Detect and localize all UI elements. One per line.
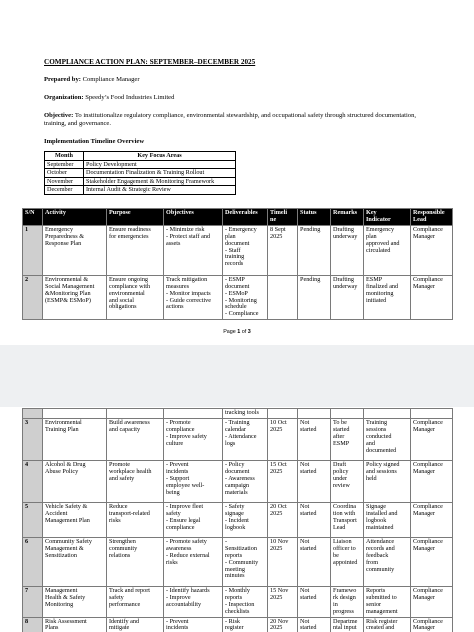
cell-purpose: Ensure ongoing compliance with environmental and social obligations bbox=[107, 275, 164, 319]
prepared-by-label: Prepared by: bbox=[44, 76, 81, 83]
header-timeline: Timeli ne bbox=[268, 209, 298, 226]
cell-remarks: Coordina tion with Transport Lead bbox=[331, 502, 364, 537]
timeline-header-month: Month bbox=[45, 152, 84, 161]
table-row bbox=[23, 617, 453, 632]
cell-activity: Emergency Preparedness & Response Plan bbox=[43, 225, 107, 275]
cell-deliverables: - Emergency plan document - Staff training records bbox=[223, 225, 268, 275]
cell-deliverables: - Training calendar - Attendance logs bbox=[223, 418, 268, 460]
cell-sn: 2 bbox=[23, 275, 43, 319]
page-total: 3 bbox=[247, 329, 251, 335]
cell-deliverables: tracking tools bbox=[223, 409, 268, 419]
cell-responsible-lead: Compliance Manager bbox=[411, 460, 453, 502]
cell-timeline bbox=[268, 275, 298, 319]
cell-objectives: - Prevent incidents - Support employee well- being bbox=[164, 460, 223, 502]
cell-key-indicator: Attendance records and feedback from community bbox=[364, 537, 411, 586]
table-row bbox=[23, 409, 453, 419]
timeline-header-row bbox=[45, 152, 236, 161]
cell-responsible-lead: Compliance Manager bbox=[411, 275, 453, 319]
cell-sn bbox=[23, 409, 43, 419]
cell-purpose: Track and report safety performance bbox=[107, 586, 164, 617]
cell-deliverables: - Safety signage - Incident logbook bbox=[223, 502, 268, 537]
timeline-focus: Policy Development bbox=[84, 160, 236, 169]
cell-remarks: Framewo rk design in progress bbox=[331, 586, 364, 617]
prepared-by-value: Compliance Manager bbox=[80, 76, 140, 83]
action-plan-table bbox=[22, 208, 453, 320]
cell-remarks: Departme ntal input bbox=[331, 617, 364, 632]
cell-purpose: Ensure readiness for emergencies bbox=[107, 225, 164, 275]
cell-key-indicator: Training sessions conducted and documented bbox=[364, 418, 411, 460]
timeline-focus: Stakeholder Engagement & Monitoring Framework bbox=[84, 177, 236, 186]
cell-remarks: Drafting underway bbox=[331, 225, 364, 275]
cell-timeline: 15 Oct 2025 bbox=[268, 460, 298, 502]
timeline-table bbox=[44, 151, 236, 195]
cell-activity: Risk Assessment Plans bbox=[43, 617, 107, 632]
cell-key-indicator bbox=[364, 409, 411, 419]
cell-sn: 1 bbox=[23, 225, 43, 275]
cell-key-indicator: Emergency plan approved and circulated bbox=[364, 225, 411, 275]
objective-line bbox=[44, 112, 430, 129]
cell-timeline: 20 Oct 2025 bbox=[268, 502, 298, 537]
cell-activity bbox=[43, 409, 107, 419]
cell-remarks: To be started after ESMP bbox=[331, 418, 364, 460]
cell-activity: Vehicle Safety & Accident Management Plan bbox=[43, 502, 107, 537]
prepared-by-line bbox=[44, 76, 140, 83]
header-remarks: Remarks bbox=[331, 209, 364, 226]
cell-objectives: - Identify hazards - Improve accountability bbox=[164, 586, 223, 617]
cell-status: Not started bbox=[298, 460, 331, 502]
cell-timeline: 15 Nov 2025 bbox=[268, 586, 298, 617]
cell-responsible-lead: Compliance Manager bbox=[411, 537, 453, 586]
cell-remarks: Draft policy under review bbox=[331, 460, 364, 502]
cell-objectives: - Minimize risk - Protect staff and assets bbox=[164, 225, 223, 275]
cell-deliverables: - Monthly reports - Inspection checklists bbox=[223, 586, 268, 617]
organization-value: Speedy’s Food Industries Limited bbox=[83, 94, 175, 101]
cell-key-indicator: Signage installed and logbook maintained bbox=[364, 502, 411, 537]
cell-key-indicator: Risk register created and bbox=[364, 617, 411, 632]
cell-timeline: 10 Oct 2025 bbox=[268, 418, 298, 460]
cell-key-indicator: Reports submitted to senior management bbox=[364, 586, 411, 617]
cell-deliverables: - Sensitization reports - Community meeting minutes bbox=[223, 537, 268, 586]
cell-responsible-lead: Compliance Manager bbox=[411, 586, 453, 617]
cell-objectives: - Promote compliance - Improve safety culture bbox=[164, 418, 223, 460]
timeline-month: December bbox=[45, 186, 84, 195]
timeline-row bbox=[45, 160, 236, 169]
cell-responsible-lead: Compliance Manager bbox=[411, 617, 453, 632]
cell-status: Not started bbox=[298, 418, 331, 460]
cell-sn: 4 bbox=[23, 460, 43, 502]
cell-sn: 6 bbox=[23, 537, 43, 586]
timeline-focus: Documentation Finalization & Training Rollout bbox=[84, 169, 236, 178]
header-sn: S/N bbox=[23, 209, 43, 226]
organization-line bbox=[44, 94, 174, 101]
cell-objectives: - Prevent incidents bbox=[164, 617, 223, 632]
cell-status: Pending bbox=[298, 225, 331, 275]
timeline-month: November bbox=[45, 177, 84, 186]
cell-key-indicator: ESMP finalized and monitoring initiated bbox=[364, 275, 411, 319]
cell-activity: Environmental Training Plan bbox=[43, 418, 107, 460]
page-current: 1 bbox=[237, 329, 241, 335]
cell-purpose: Reduce transport-related risks bbox=[107, 502, 164, 537]
cell-purpose: Promote workplace health and safety bbox=[107, 460, 164, 502]
cell-activity: Alcohol & Drug Abuse Policy bbox=[43, 460, 107, 502]
table-row bbox=[23, 225, 453, 275]
cell-status bbox=[298, 409, 331, 419]
timeline-focus: Internal Audit & Strategic Review bbox=[84, 186, 236, 195]
timeline-row bbox=[45, 186, 236, 195]
cell-responsible-lead bbox=[411, 409, 453, 419]
cell-timeline: 10 Nov 2025 bbox=[268, 537, 298, 586]
cell-objectives bbox=[164, 409, 223, 419]
cell-timeline: 8 Sept 2025 bbox=[268, 225, 298, 275]
header-objectives: Objectives bbox=[164, 209, 223, 226]
table-row bbox=[23, 275, 453, 319]
cell-objectives: - Improve fleet safety - Ensure legal compliance bbox=[164, 502, 223, 537]
cell-timeline: 20 Nov 2025 bbox=[268, 617, 298, 632]
cell-activity: Community Safety Management & Sensitization bbox=[43, 537, 107, 586]
timeline-header-focus: Key Focus Areas bbox=[84, 152, 236, 161]
timeline-heading: Implementation Timeline Overview bbox=[44, 138, 145, 145]
objective-value: To institutionalize regulatory compliance, environmental stewardship, and occupational safety through structured documentation, training, and governance. bbox=[44, 112, 417, 128]
cell-purpose: Identify and mitigate bbox=[107, 617, 164, 632]
objective-label: Objective: bbox=[44, 112, 74, 119]
cell-activity: Management Health & Safety Monitoring bbox=[43, 586, 107, 617]
cell-timeline bbox=[268, 409, 298, 419]
cell-deliverables: - Policy document - Awareness campaign materials bbox=[223, 460, 268, 502]
action-plan-header-row bbox=[23, 209, 453, 226]
table-row bbox=[23, 586, 453, 617]
cell-sn: 7 bbox=[23, 586, 43, 617]
cell-purpose: Strengthen community relations bbox=[107, 537, 164, 586]
document-title: COMPLIANCE ACTION PLAN: SEPTEMBER–DECEMBER 2025 bbox=[44, 58, 256, 66]
timeline-month: October bbox=[45, 169, 84, 178]
cell-sn: 8 bbox=[23, 617, 43, 632]
page-label: Page bbox=[223, 329, 238, 335]
cell-sn: 5 bbox=[23, 502, 43, 537]
cell-objectives: - Promote safety awareness - Reduce external risks bbox=[164, 537, 223, 586]
cell-status: Pending bbox=[298, 275, 331, 319]
cell-responsible-lead: Compliance Manager bbox=[411, 502, 453, 537]
table-row bbox=[23, 418, 453, 460]
page-footer bbox=[0, 329, 474, 335]
cell-remarks: Drafting underway bbox=[331, 275, 364, 319]
cell-purpose bbox=[107, 409, 164, 419]
action-plan-table-continued bbox=[22, 408, 453, 632]
header-activity: Activity bbox=[43, 209, 107, 226]
cell-status: Not started bbox=[298, 502, 331, 537]
cell-status: Not started bbox=[298, 617, 331, 632]
header-status: Status bbox=[298, 209, 331, 226]
page-gap bbox=[0, 345, 474, 407]
timeline-row bbox=[45, 177, 236, 186]
header-deliverables: Deliverables bbox=[223, 209, 268, 226]
table-row bbox=[23, 537, 453, 586]
cell-status: Not started bbox=[298, 586, 331, 617]
cell-remarks: Liaison officer to be appointed bbox=[331, 537, 364, 586]
cell-objectives: Track mitigation measures - Monitor impacts - Guide corrective actions bbox=[164, 275, 223, 319]
cell-purpose: Build awareness and capacity bbox=[107, 418, 164, 460]
cell-responsible-lead: Compliance Manager bbox=[411, 225, 453, 275]
organization-label: Organization: bbox=[44, 94, 84, 101]
table-row bbox=[23, 502, 453, 537]
header-responsible-lead: Responsible Lead bbox=[411, 209, 453, 226]
header-purpose: Purpose bbox=[107, 209, 164, 226]
cell-key-indicator: Policy signed and sessions held bbox=[364, 460, 411, 502]
cell-deliverables: - ESMP document - ESMoP - Monitoring schedule - Compliance bbox=[223, 275, 268, 319]
cell-activity: Environmental & Social Management &Monitoring Plan (ESMP& ESMoP) bbox=[43, 275, 107, 319]
page-of-label: of bbox=[240, 329, 248, 335]
timeline-row bbox=[45, 169, 236, 178]
cell-deliverables: - Risk register bbox=[223, 617, 268, 632]
table-row bbox=[23, 460, 453, 502]
header-key-indicator: Key Indicator bbox=[364, 209, 411, 226]
cell-sn: 3 bbox=[23, 418, 43, 460]
timeline-month: September bbox=[45, 160, 84, 169]
cell-remarks bbox=[331, 409, 364, 419]
cell-status: Not started bbox=[298, 537, 331, 586]
cell-responsible-lead: Compliance Manager bbox=[411, 418, 453, 460]
document-page-2 bbox=[0, 407, 474, 632]
